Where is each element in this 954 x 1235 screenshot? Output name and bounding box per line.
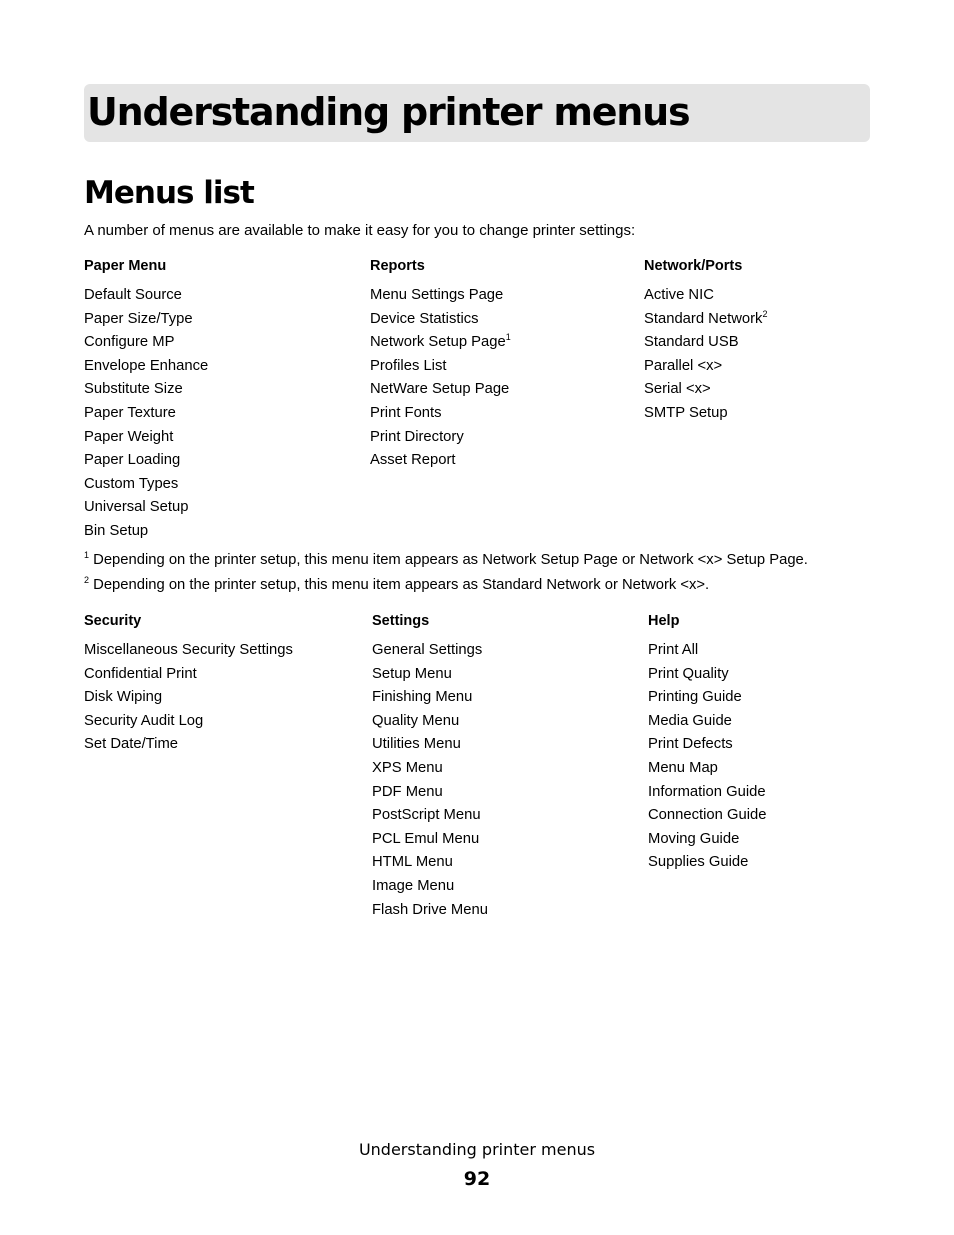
menu-item — [644, 331, 767, 355]
menu-item-label: Security Audit Log — [84, 712, 204, 729]
section-title: Menus list — [84, 175, 254, 211]
menu-item — [84, 520, 208, 544]
menu-item — [84, 639, 293, 663]
menu-item — [648, 781, 766, 805]
menu-item — [84, 449, 208, 473]
menu-item-label: SMTP Setup — [644, 404, 728, 421]
page-number: 92 — [463, 1168, 491, 1190]
menu-item — [372, 851, 488, 875]
menu-item — [370, 449, 511, 473]
menu-item-label: Device Statistics — [370, 310, 479, 327]
menu-item — [84, 473, 208, 497]
footnote — [84, 548, 808, 573]
menu-item — [84, 378, 208, 402]
menu-item-label: Print Fonts — [370, 404, 442, 421]
menu-item-label: Media Guide — [648, 712, 732, 729]
menu-item-label: Print Directory — [370, 428, 464, 445]
footnotes — [84, 548, 808, 598]
menu-item — [648, 804, 766, 828]
menu-group-heading: Paper Menu — [84, 258, 167, 274]
menu-item-label: NetWare Setup Page — [370, 381, 510, 398]
menu-item — [84, 402, 208, 426]
menu-item-label: Information Guide — [648, 783, 766, 800]
chapter-title: Understanding printer menus — [87, 90, 690, 134]
menu-group-security — [84, 611, 293, 757]
menu-item — [370, 402, 511, 426]
menu-group-settings — [372, 611, 488, 922]
menu-item — [84, 496, 208, 520]
menu-item-label: Standard USB — [644, 334, 739, 351]
menu-item — [648, 663, 766, 687]
menu-group-help — [648, 611, 766, 875]
menu-item-label: PDF Menu — [372, 783, 443, 800]
menu-item-list — [372, 639, 488, 922]
menu-item — [648, 733, 766, 757]
footnote — [84, 573, 808, 598]
menu-item-label: Asset Report — [370, 452, 456, 469]
menu-group-heading: Network/Ports — [644, 258, 743, 274]
menu-item-label: Substitute Size — [84, 381, 183, 398]
menu-item-list — [644, 284, 767, 426]
menu-item-label: Menu Settings Page — [370, 287, 504, 303]
menu-item-label: Print Quality — [648, 665, 729, 682]
menu-item — [370, 331, 511, 355]
menu-item — [372, 804, 488, 828]
menu-item-label: Connection Guide — [648, 807, 767, 824]
menu-item — [648, 828, 766, 852]
menu-item — [84, 663, 293, 687]
menu-item — [372, 828, 488, 852]
menu-item-label: Print All — [648, 642, 699, 658]
footnote-text: Depending on the printer setup, this menu item appears as Network Setup Page or Network <x> Setup Page. — [89, 552, 808, 568]
menu-item — [372, 757, 488, 781]
menu-item — [84, 426, 208, 450]
menu-group-heading: Reports — [370, 258, 425, 274]
menu-item — [644, 308, 767, 332]
menu-item-label: Quality Menu — [372, 712, 460, 729]
menu-item-label: Active NIC — [644, 287, 714, 303]
menu-group-heading: Settings — [372, 613, 430, 629]
menu-item-list — [84, 284, 208, 544]
menu-item — [372, 710, 488, 734]
menu-item-label: Serial <x> — [644, 381, 711, 398]
menu-item-label: Setup Menu — [372, 665, 452, 682]
menu-item — [372, 899, 488, 923]
menu-item-label: Parallel <x> — [644, 357, 723, 374]
menu-item-label: PostScript Menu — [372, 807, 481, 824]
menu-item — [370, 355, 511, 379]
menu-item — [372, 733, 488, 757]
menu-group-heading: Security — [84, 613, 142, 629]
footer-chapter-title: Understanding printer menus — [358, 1140, 596, 1159]
menu-item-label: Custom Types — [84, 475, 179, 492]
menu-item-label: Paper Weight — [84, 428, 174, 445]
menu-item — [372, 781, 488, 805]
menu-item-label: Default Source — [84, 287, 182, 303]
menu-item — [372, 875, 488, 899]
menu-item — [648, 686, 766, 710]
menu-item-list — [648, 639, 766, 875]
intro-paragraph: A number of menus are available to make it easy for you to change printer settings: — [84, 222, 636, 239]
menu-item — [84, 308, 208, 332]
menu-item — [372, 639, 488, 663]
menu-item-label: Moving Guide — [648, 830, 740, 847]
menu-item-label: Print Defects — [648, 736, 733, 753]
menu-item-label: Configure MP — [84, 334, 175, 351]
menu-item-list — [370, 284, 511, 473]
menu-item-label: Printing Guide — [648, 689, 742, 706]
menu-item — [644, 378, 767, 402]
footnote-text: Depending on the printer setup, this menu item appears as Standard Network or Network <x>. — [89, 577, 710, 593]
menu-item — [370, 378, 511, 402]
menu-group-heading: Help — [648, 613, 680, 629]
menu-item-label: Set Date/Time — [84, 736, 179, 753]
menu-item — [84, 686, 293, 710]
menu-item-label: Envelope Enhance — [84, 357, 209, 374]
menu-item — [648, 757, 766, 781]
menu-item — [370, 308, 511, 332]
menu-item-label: Paper Size/Type — [84, 310, 193, 327]
menu-item — [370, 426, 511, 450]
menu-item-label: Paper Loading — [84, 452, 181, 469]
menu-item — [370, 284, 511, 308]
menu-item-label: Supplies Guide — [648, 854, 749, 871]
menu-item — [84, 331, 208, 355]
footnote-reference: 2 — [762, 308, 768, 319]
menu-item-label: Miscellaneous Security Settings — [84, 642, 293, 658]
menu-item — [84, 284, 208, 308]
menu-item-label: Finishing Menu — [372, 689, 473, 706]
footnote-mark: 2 — [84, 575, 90, 585]
menu-item — [648, 851, 766, 875]
menu-item-label: XPS Menu — [372, 759, 443, 776]
footnote-reference: 1 — [505, 332, 511, 343]
menu-item-label: PCL Emul Menu — [372, 830, 480, 847]
menu-item-label: Standard Network — [644, 310, 763, 327]
menu-item — [644, 402, 767, 426]
menu-item-label: Disk Wiping — [84, 689, 163, 706]
menu-group-reports — [370, 256, 511, 473]
menu-group-paper-menu — [84, 256, 208, 544]
menu-item-label: Image Menu — [372, 877, 455, 894]
menu-item-label: Network Setup Page — [370, 334, 506, 351]
menu-item-label: General Settings — [372, 642, 483, 658]
menu-group-network-ports — [644, 256, 767, 426]
menu-item-label: Confidential Print — [84, 665, 197, 682]
menu-item — [84, 355, 208, 379]
footnote-mark: 1 — [84, 550, 90, 560]
menu-item-label: Utilities Menu — [372, 736, 461, 753]
menu-item-label: Menu Map — [648, 759, 718, 776]
menu-item — [648, 710, 766, 734]
menu-item — [84, 733, 293, 757]
menu-item — [648, 639, 766, 663]
menu-item — [84, 710, 293, 734]
menu-item-label: HTML Menu — [372, 854, 453, 871]
menu-item-label: Paper Texture — [84, 404, 176, 421]
menu-item-label: Profiles List — [370, 357, 447, 374]
menu-item-list — [84, 639, 293, 757]
menu-item-label: Universal Setup — [84, 499, 189, 516]
menu-item-label: Flash Drive Menu — [372, 901, 488, 918]
menu-item — [644, 355, 767, 379]
menu-item — [372, 663, 488, 687]
menu-item-label: Bin Setup — [84, 522, 149, 539]
menu-item — [644, 284, 767, 308]
menu-item — [372, 686, 488, 710]
